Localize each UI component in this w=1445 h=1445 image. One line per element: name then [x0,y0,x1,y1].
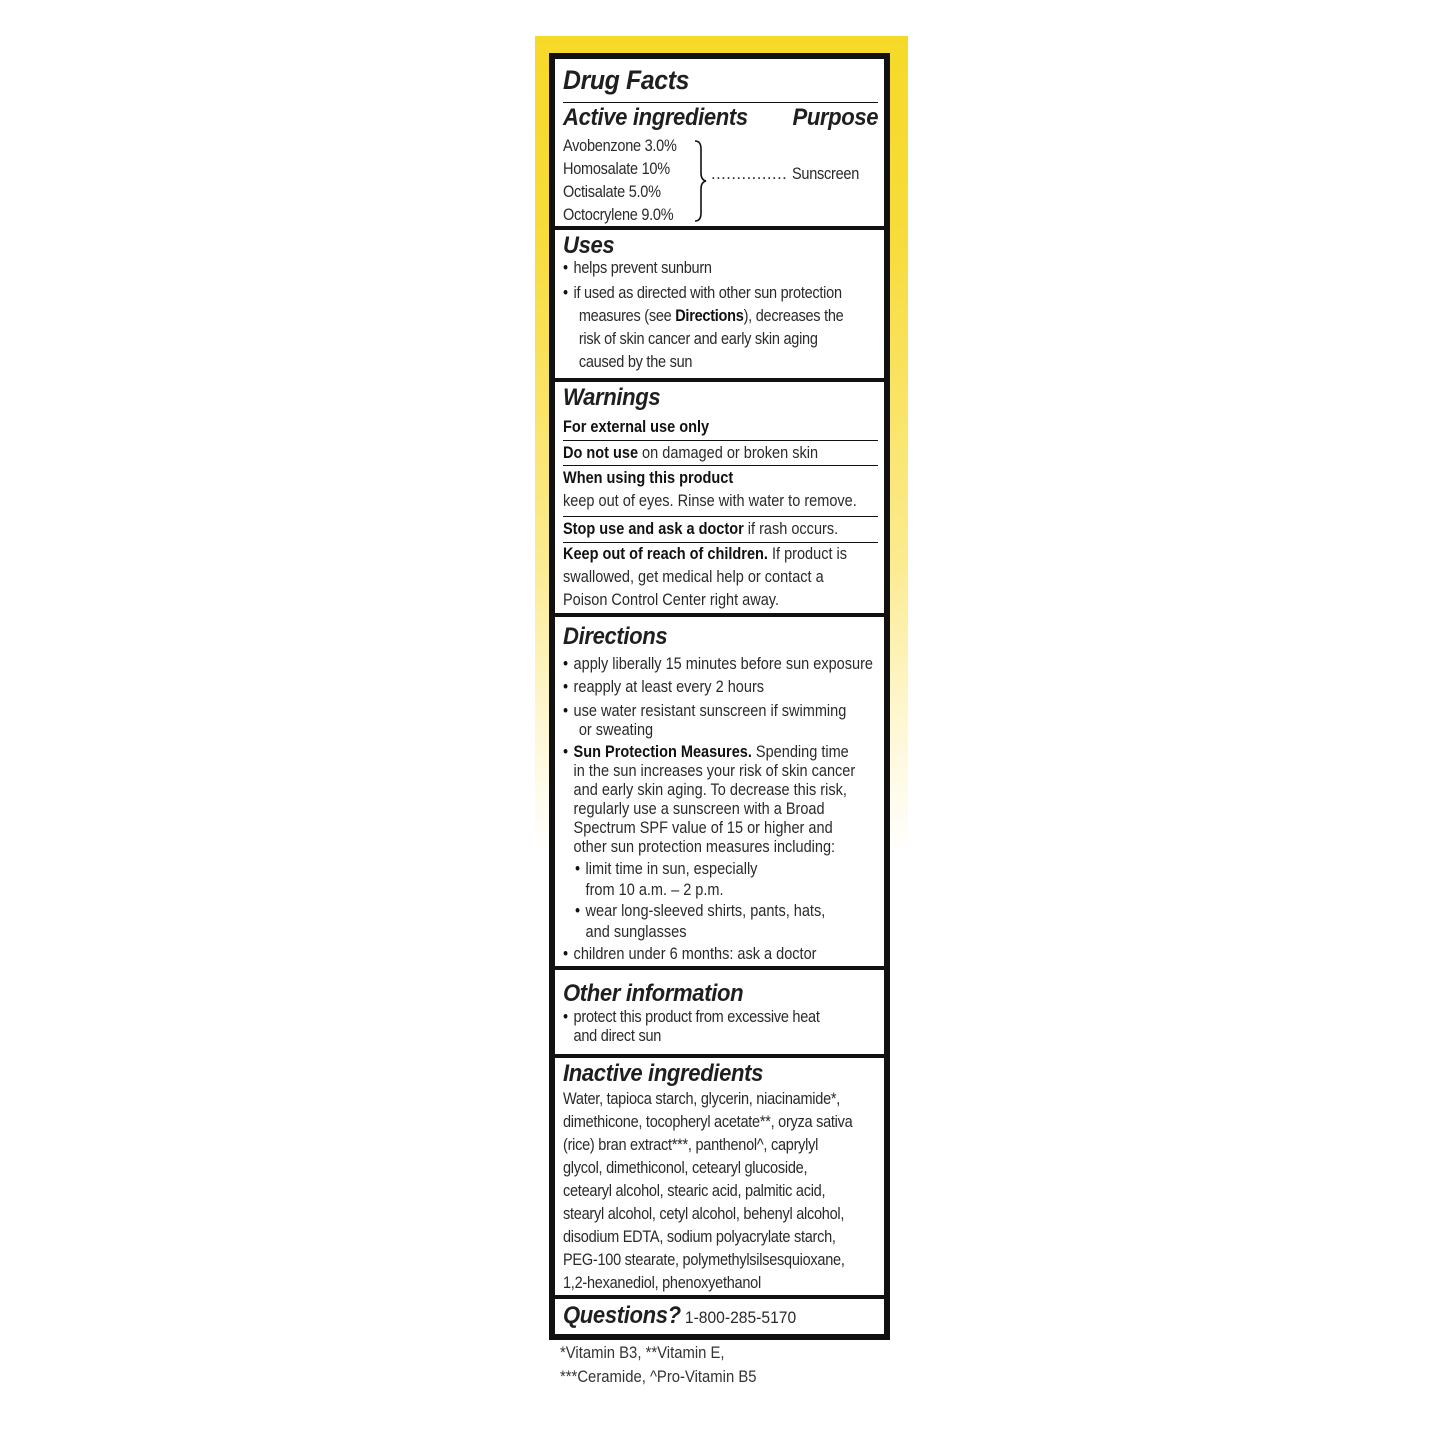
directions-item-text: children under 6 months: ask a doctor [573,945,817,963]
footnote-line: *Vitamin B3, **Vitamin E, [560,1344,725,1362]
inactive-ingredients-section [555,1058,884,1295]
leader-dots: ............... [711,165,788,183]
inactive-ingredients-heading: Inactive ingredients [563,1060,764,1087]
directions-item [563,943,873,965]
keep-out-label: Keep out of reach of children. [563,545,768,563]
other-information-item [563,1008,820,1046]
inactive-ingredients-line: disodium EDTA, sodium polyacrylate starch, [563,1228,836,1246]
inactive-ingredients-line: cetearyl alcohol, stearic acid, palmitic acid, [563,1182,826,1200]
keep-out-block [563,543,878,612]
brace-icon [693,139,707,223]
questions-phone: 1-800-285-5170 [684,1308,797,1327]
uses-item-text: risk of skin cancer and early skin aging [578,330,818,348]
directions-item-text: reapply at least every 2 hours [573,678,765,696]
sun-protection-text: and early skin aging. To decrease this risk, [573,781,847,799]
ingredient-item: Avobenzone 3.0% [563,137,677,155]
warnings-heading: Warnings [563,384,661,411]
keep-out-text: Poison Control Center right away. [563,591,780,609]
questions-heading: Questions? [563,1302,681,1329]
uses-item-text: caused by the sun [578,353,693,371]
external-use-line [563,416,840,440]
subitem-text: from 10 a.m. – 2 p.m. [585,881,724,899]
uses-section [555,230,884,378]
when-using-block [563,466,878,516]
subitem-text: wear long-sleeved shirts, pants, hats, [585,902,826,920]
keep-out-text: swallowed, get medical help or contact a [563,568,824,586]
directions-item [563,676,873,699]
external-use-text: For external use only [563,418,710,436]
purpose-line [711,163,868,186]
uses-item-text: if used as directed with other sun protection [573,284,842,302]
stop-use-line [563,517,840,542]
other-information-text: and direct sun [573,1027,662,1045]
ingredient-item: Octisalate 5.0% [563,183,661,201]
active-ingredients-heading: Active ingredients [563,104,748,131]
directions-item-text: use water resistant sunscreen if swimming [573,702,847,720]
inactive-ingredients-line: glycol, dimethiconol, cetearyl glucoside, [563,1159,808,1177]
uses-list [563,257,882,374]
directions-item-text: apply liberally 15 minutes before sun exposure [573,655,874,673]
do-not-use-text: on damaged or broken skin [638,444,819,462]
title-rule [563,102,878,103]
other-information-text: protect this product from excessive heat [573,1008,820,1026]
other-information-heading: Other information [563,980,744,1007]
uses-item-text: measures (see [578,307,676,325]
sun-protection-text: other sun protection measures including: [573,838,836,856]
directions-item-text: or sweating [578,721,654,739]
do-not-use-label: Do not use [563,444,639,462]
other-information-section [555,970,884,1054]
purpose-heading: Purpose [792,104,878,131]
sun-protection-item [563,743,873,857]
sun-protection-subitem [575,859,874,901]
uses-item-text: helps prevent sunburn [573,259,712,277]
subitem-text: and sunglasses [585,923,687,941]
warnings-section [555,382,884,613]
sun-protection-text: Spending time [751,743,849,761]
uses-item-text: ), decreases the [743,307,844,325]
ingredient-item: Homosalate 10% [563,160,670,178]
sun-protection-text: in the sun increases your risk of skin cancer [573,762,856,780]
inactive-ingredients-line: Water, tapioca starch, glycerin, niacinamide*, [563,1090,841,1108]
do-not-use-line [563,441,840,465]
sun-protection-text: Spectrum SPF value of 15 or higher and [573,819,833,837]
inactive-ingredients-line: (rice) bran extract***, panthenol^, caprylyl [563,1136,819,1154]
ingredient-item: Octocrylene 9.0% [563,206,674,224]
inactive-ingredients-line: stearyl alcohol, cetyl alcohol, behenyl alcohol, [563,1205,845,1223]
sun-protection-subitem [575,901,874,943]
drug-facts-panel [549,53,890,1340]
directions-heading: Directions [563,623,668,650]
drug-facts-title: Drug Facts [563,65,690,95]
questions-section [555,1299,884,1334]
when-using-label: When using this product [563,469,734,487]
when-using-text: keep out of eyes. Rinse with water to remove. [563,492,857,510]
directions-section [555,617,884,966]
sun-protection-label: Sun Protection Measures. [573,743,752,761]
directions-item [563,702,873,740]
questions-line [563,1302,796,1330]
uses-directions-ref: Directions [675,307,744,325]
directions-item [563,653,873,676]
uses-item [563,282,843,374]
inactive-ingredients-line: dimethicone, tocopheryl acetate**, oryza sativa [563,1113,853,1131]
inactive-ingredients-line: 1,2-hexanediol, phenoxyethanol [563,1274,761,1292]
uses-heading: Uses [563,232,615,259]
keep-out-text: If product is [767,545,848,563]
inactive-ingredients-list [563,1088,884,1295]
sun-protection-text: regularly use a sunscreen with a Broad [573,800,825,818]
ingredient-list [563,135,692,226]
stop-use-text: if rash occurs. [743,520,839,538]
warnings-body [563,416,878,612]
active-ingredients-section [555,59,884,226]
footnote-line: ***Ceramide, ^Pro-Vitamin B5 [560,1368,757,1386]
directions-list [563,653,884,965]
uses-item [563,257,843,280]
inactive-ingredients-line: PEG-100 stearate, polymethylsilsesquioxane, [563,1251,845,1269]
stop-use-label: Stop use and ask a doctor [563,520,744,538]
purpose-value: Sunscreen [791,165,859,183]
subitem-text: limit time in sun, especially [585,860,758,878]
